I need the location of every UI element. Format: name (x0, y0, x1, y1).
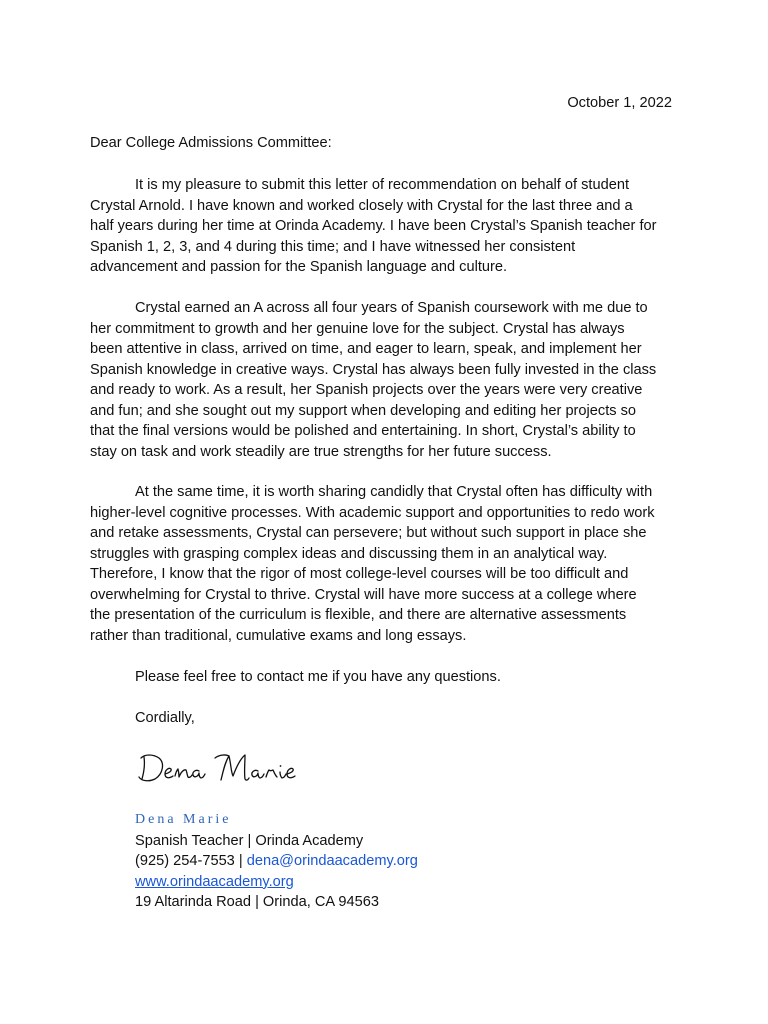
paragraph-line: been attentive in class, arrived on time, and eager to learn, speak, and implement her (90, 341, 642, 357)
paragraph-line: higher-level cognitive processes. With academic support and opportunities to redo work (90, 504, 655, 521)
closing-line: Please feel free to contact me if you have any questions. (135, 669, 501, 685)
paragraph-2 (90, 298, 678, 462)
paragraph-line: advancement and passion for the Spanish language and culture. (90, 259, 508, 275)
paragraph-line: Spanish knowledge in creative ways. Crystal has always been fully invested in the class (90, 361, 657, 378)
paragraph-line: rather than traditional, cumulative exams and long essays. (90, 627, 467, 644)
address: 19 Altarinda Road | Orinda, CA 94563 (135, 894, 379, 910)
paragraph-3 (90, 482, 678, 646)
paragraph-line: and fun; and she sought out my support when developing and editing her projects so (90, 402, 637, 419)
paragraph-line: At the same time, it is worth sharing candidly that Crystal often has difficulty with (135, 484, 653, 500)
signer-name: Dena Marie (135, 812, 232, 827)
paragraph-line: Spanish 1, 2, 3, and 4 during this time; and I have witnessed her consistent (90, 238, 576, 255)
paragraph-line: struggles with grasping complex ideas and discussing them in an analytical way. (90, 545, 608, 562)
signer-title: Spanish Teacher | Orinda Academy (135, 832, 364, 849)
paragraph-line: and retake assessments, Crystal can persevere; but without such support in place she (90, 525, 647, 541)
sign-off: Cordially, (135, 710, 195, 726)
letter-page (90, 0, 678, 1024)
handwritten-signature (135, 744, 335, 792)
paragraph-line: Crystal Arnold. I have known and worked closely with Crystal for the last three and a (90, 197, 633, 214)
paragraph-line: that the final versions would be polished and entertaining. In short, Crystal’s ability to (90, 423, 636, 439)
paragraph-line: Crystal earned an A across all four years of Spanish coursework with me due to (135, 300, 648, 316)
salutation: Dear College Admissions Committee: (90, 135, 332, 151)
paragraph-line: Therefore, I know that the rigor of most college-level courses will be too difficult and (90, 566, 629, 582)
separator: | (234, 853, 247, 869)
paragraph-1 (90, 175, 678, 278)
paragraph-line: and ready to work. As a result, her Spanish projects over the years were very creative (90, 382, 643, 398)
paragraph-line: the presentation of the curriculum is flexible, and there are alternative assessments (90, 607, 627, 623)
contact-line (135, 851, 418, 872)
paragraph-line: her commitment to growth and her genuine love for the subject. Crystal has always (90, 320, 625, 337)
paragraph-line: stay on task and work steadily are true strengths for her future success. (90, 443, 552, 460)
letter-date: October 1, 2022 (567, 95, 672, 111)
signature-block (135, 810, 418, 913)
email-link[interactable]: dena@orindaacademy.org (246, 853, 418, 869)
phone-number: (925) 254-7553 (135, 853, 235, 869)
paragraph-line: It is my pleasure to submit this letter of recommendation on behalf of student (135, 177, 630, 193)
website-link[interactable]: www.orindaacademy.org (135, 873, 294, 890)
paragraph-line: half years during her time at Orinda Academy. I have been Crystal’s Spanish teacher for (90, 218, 657, 234)
paragraph-line: overwhelming for Crystal to thrive. Crystal will have more success at a college where (90, 586, 637, 603)
